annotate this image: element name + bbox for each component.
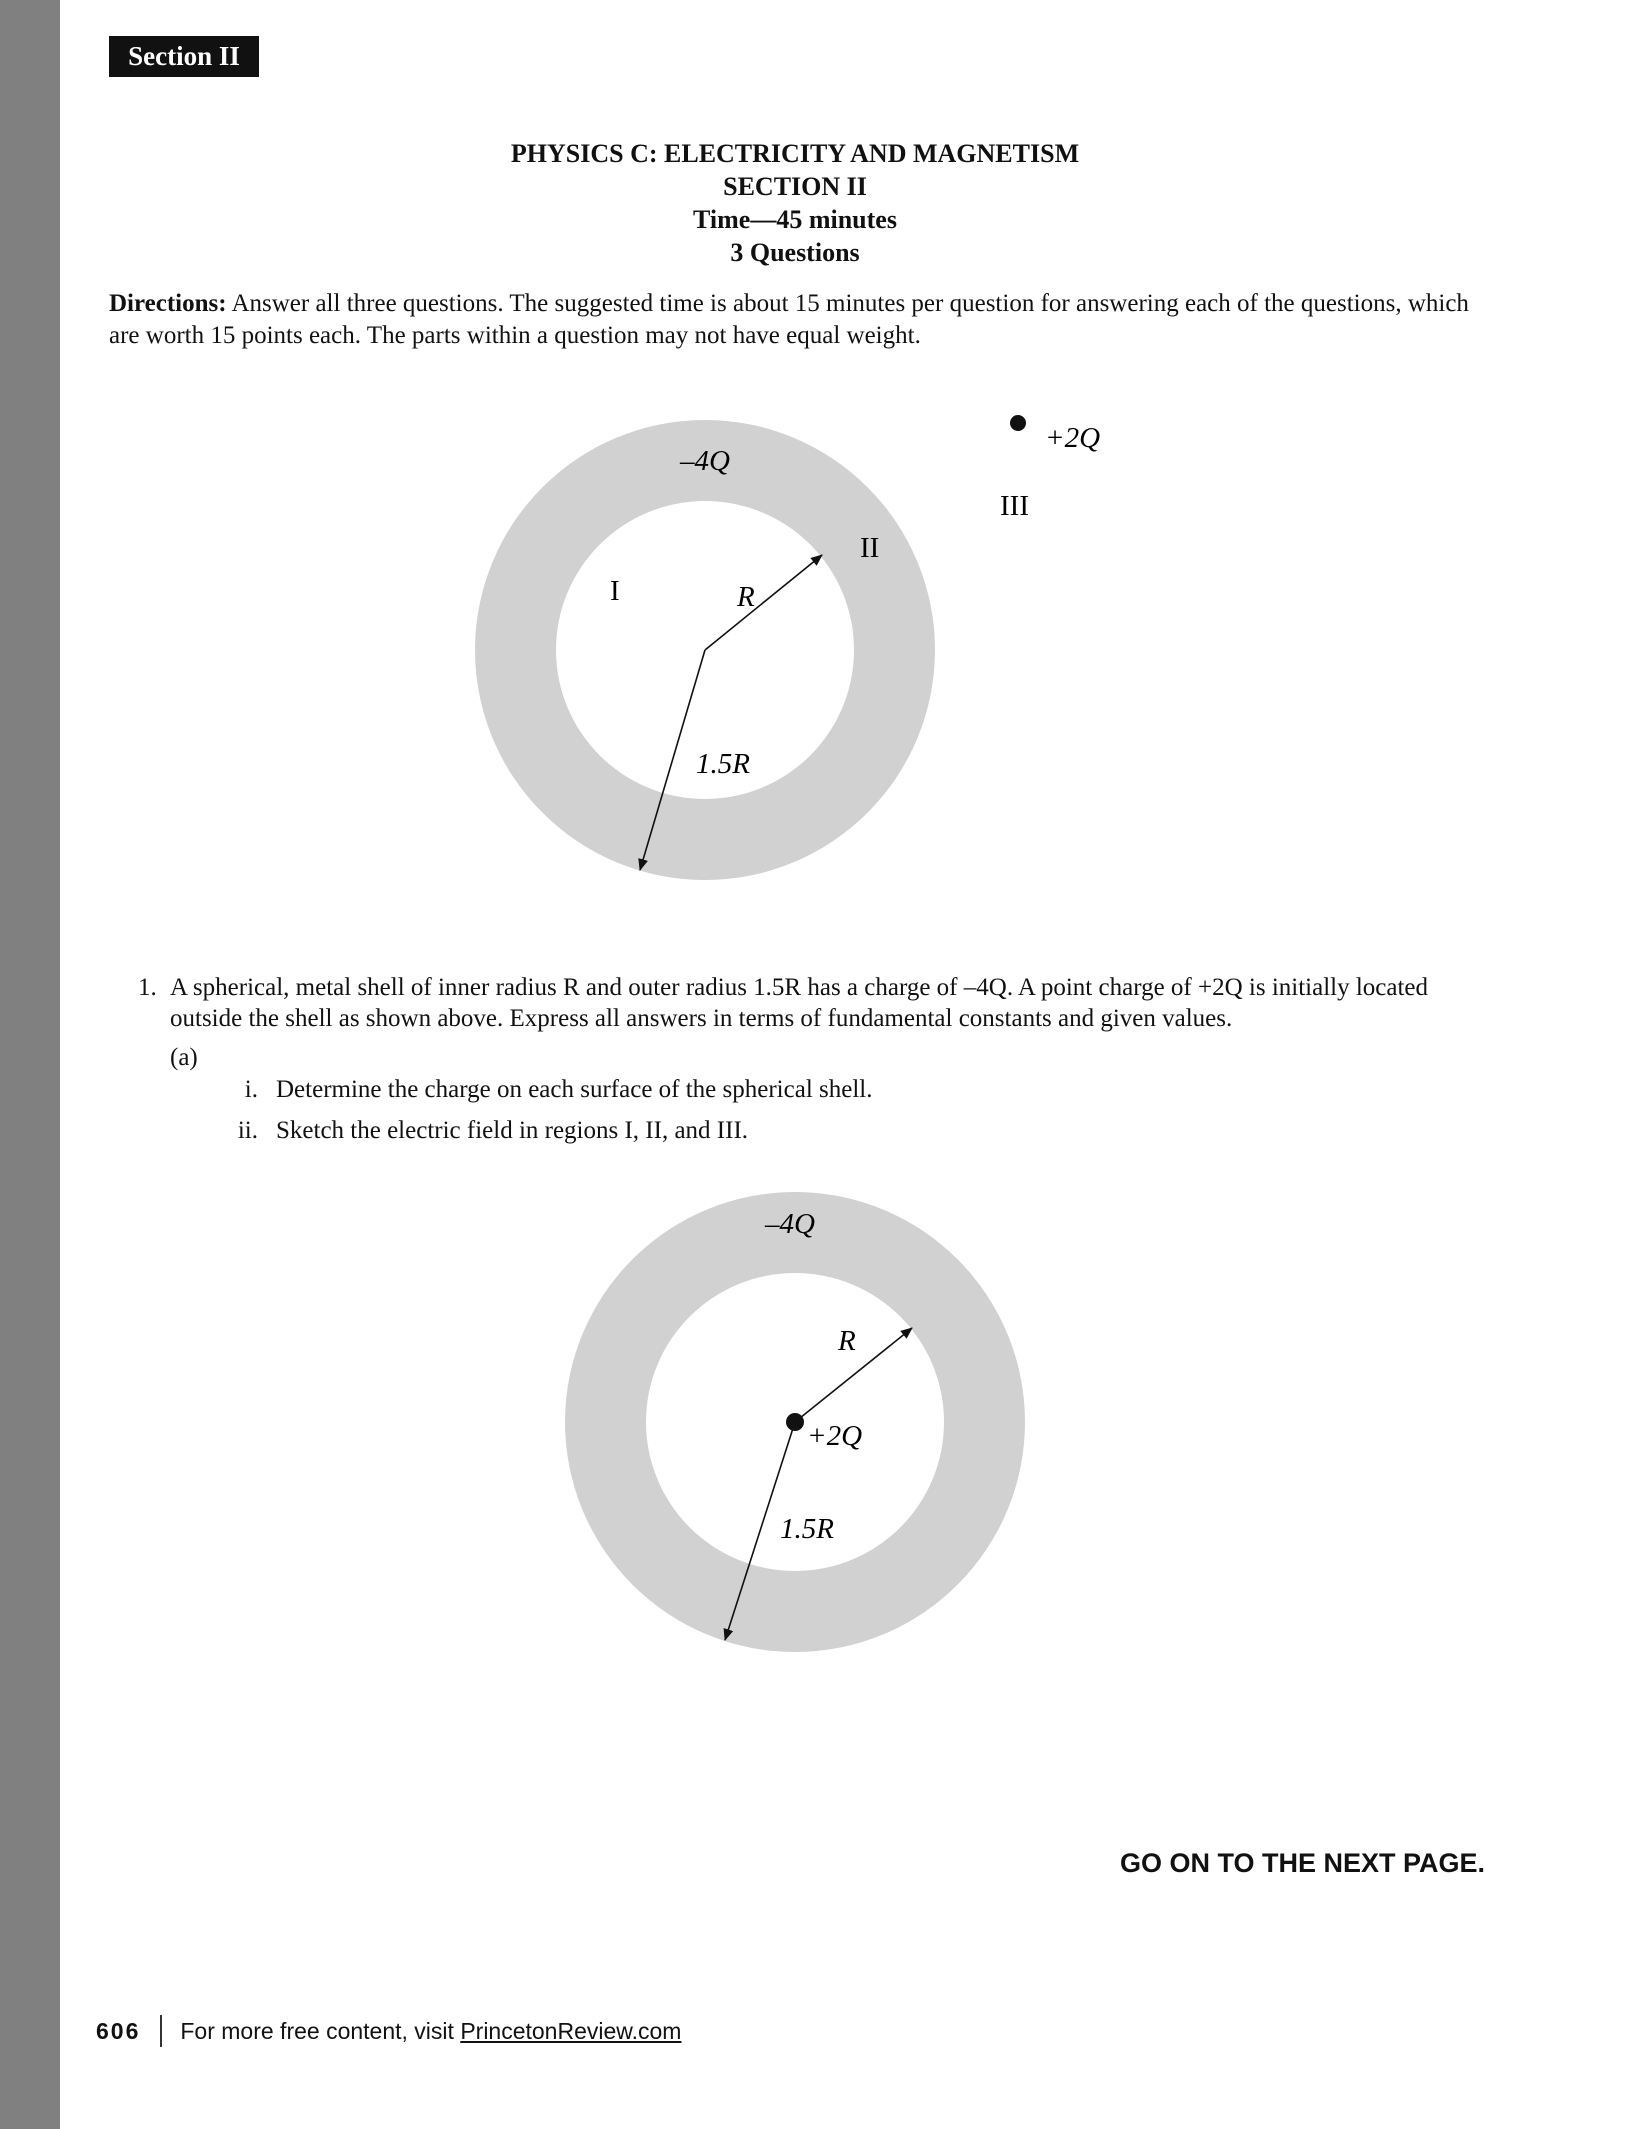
figure-shell-central-charge	[560, 1190, 1040, 1660]
footer-text: For more free content, visit	[180, 2017, 454, 2044]
section-tab: Section II	[109, 36, 259, 77]
page-number: 606	[96, 2017, 141, 2044]
header-section: SECTION II	[723, 172, 867, 201]
subquestion-ii	[218, 1117, 748, 1145]
region-3-label: III	[1000, 490, 1029, 522]
subquestion-i	[218, 1076, 872, 1104]
region-2-label: II	[860, 532, 880, 564]
question-text: A spherical, metal shell of inner radius R and outer radius 1.5R has a charge of –4Q. A point charge of +2Q is initially located outside the shell as shown above. Express all answers in terms of fundamental constants and given values.	[170, 974, 1429, 1032]
directions-text: Answer all three questions. The suggested time is about 15 minutes per question for answering each of the questions, which are worth 15 points each. The parts within a question may not have equal weight.	[109, 290, 1469, 349]
header-subject: PHYSICS C: ELECTRICITY AND MAGNETISM	[510, 139, 1080, 168]
region-1-label: I	[610, 575, 620, 607]
point-charge-dot	[1010, 415, 1026, 431]
footer-divider	[160, 2015, 162, 2047]
point-charge-dot	[786, 1413, 804, 1431]
outer-radius-label: 1.5R	[780, 1513, 834, 1545]
point-charge-label: +2Q	[807, 1420, 863, 1452]
subquestion-i-text: Determine the charge on each surface of the spherical shell.	[276, 1076, 873, 1103]
subquestion-ii-text: Sketch the electric field in regions I, II, and III.	[276, 1117, 749, 1144]
part-a-label: (a)	[170, 1044, 198, 1071]
subquestion-ii-number: ii.	[237, 1117, 258, 1144]
header-question-count: 3 Questions	[730, 238, 860, 267]
page-footer	[96, 2014, 681, 2048]
directions-label: Directions:	[109, 290, 227, 317]
directions	[109, 288, 1489, 352]
shell-charge-label: –4Q	[680, 445, 730, 477]
shell-charge-label: –4Q	[765, 1208, 815, 1240]
figure-shell-external-charge	[470, 400, 1120, 900]
question-number: 1.	[138, 974, 157, 1001]
subquestion-i-number: i.	[244, 1076, 258, 1103]
header-time: Time—45 minutes	[693, 205, 897, 234]
page-header	[490, 137, 1100, 269]
page-side-bar	[0, 0, 60, 2129]
footer-link[interactable]: PrincetonReview.com	[460, 2017, 682, 2044]
question-1	[138, 972, 1488, 1034]
go-on-next-page-notice: GO ON TO THE NEXT PAGE.	[1119, 1848, 1485, 1878]
outer-radius-label: 1.5R	[696, 748, 750, 780]
inner-radius-label: R	[737, 581, 755, 613]
point-charge-label: +2Q	[1045, 422, 1101, 454]
inner-radius-label: R	[838, 1325, 856, 1357]
